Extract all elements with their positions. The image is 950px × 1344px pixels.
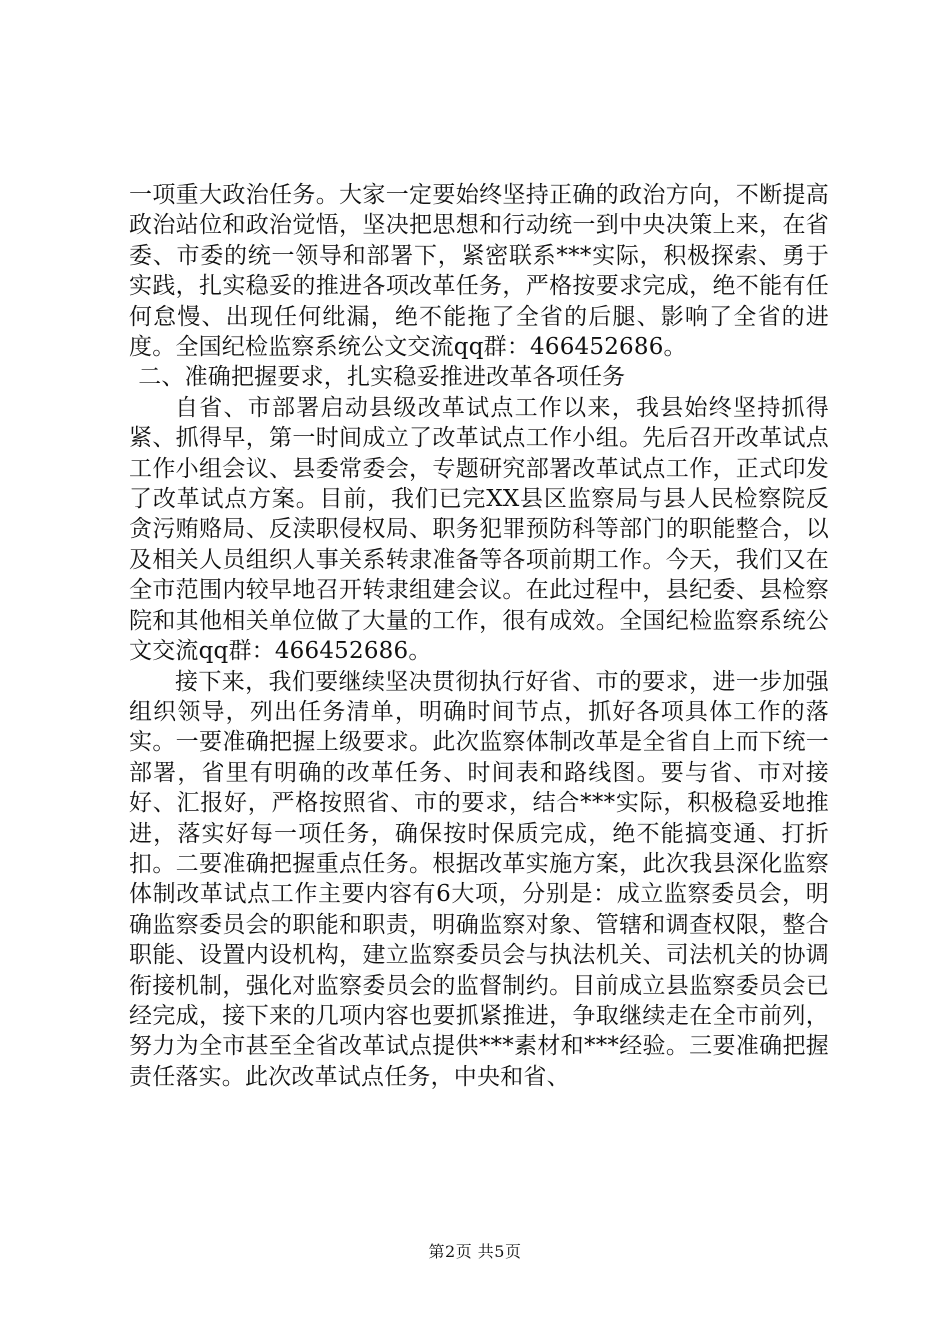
- paragraph: 自省、市部署启动县级改革试点工作以来，我县始终坚持抓得紧、抓得早，第一时间成立了改革试点工作小组。先后召开改革试点工作小组会议、县委常委会，专题研究部署改革试点工作，正式印发了改革试点方案。目前，我们已完XX县区监察局与县人民检察院反贪污贿赂局、反渎职侵权局、职务犯罪预防科等部门的职能整合，以及相关人员组织人事关系转隶准备等各项前期工作。今天，我们又在全市范围内较早地召开转隶组建会议。在此过程中，县纪委、县检察院和其他相关单位做了大量的工作，很有成效。全国纪检监察系统公文交流qq群：466452686。: [129, 394, 829, 665]
- page-number-footer: 第2页 共5页: [428, 1242, 522, 1261]
- paragraph: 接下来，我们要继续坚决贯彻执行好省、市的要求，进一步加强组织领导，列出任务清单，明确时间节点，抓好各项具体工作的落实。一要准确把握上级要求。此次监察体制改革是全省自上而下统一部署，省里有明确的改革任务、时间表和路线图。要与省、市对接好、汇报好，严格按照省、市的要求，结合***实际，积极稳妥地推进，落实好每一项任务，确保按时保质完成，绝不能搞变通、打折扣。二要准确把握重点任务。根据改革实施方案，此次我县深化监察体制改革试点工作主要内容有6大项，分别是：成立监察委员会，明确监察委员会的职能和职责，明确监察对象、管辖和调查权限，整合职能、设置内设机构，建立监察委员会与执法机关、司法机关的协调衔接机制，强化对监察委员会的监督制约。目前成立县监察委员会已经完成，接下来的几项内容也要抓紧推进，争取继续走在全市前列，努力为全市甚至全省改革试点提供***素材和***经验。三要准确把握责任落实。此次改革试点任务，中央和省、: [129, 668, 829, 1090]
- section-heading: 二、准确把握要求，扎实稳妥推进改革各项任务: [138, 364, 626, 391]
- document-body: [129, 180, 829, 1092]
- paragraph-continued: 一项重大政治任务。大家一定要始终坚持正确的政治方向，不断提高政治站位和政治觉悟，坚决把思想和行动统一到中央决策上来，在省委、市委的统一领导和部署下，紧密联系***实际，积极探索、勇于实践，扎实稳妥的推进各项改革任务，严格按要求完成，绝不能有任何怠慢、出现任何纰漏，绝不能拖了全省的后腿、影响了全省的进度。全国纪检监察系统公文交流qq群：466452686。: [129, 182, 829, 361]
